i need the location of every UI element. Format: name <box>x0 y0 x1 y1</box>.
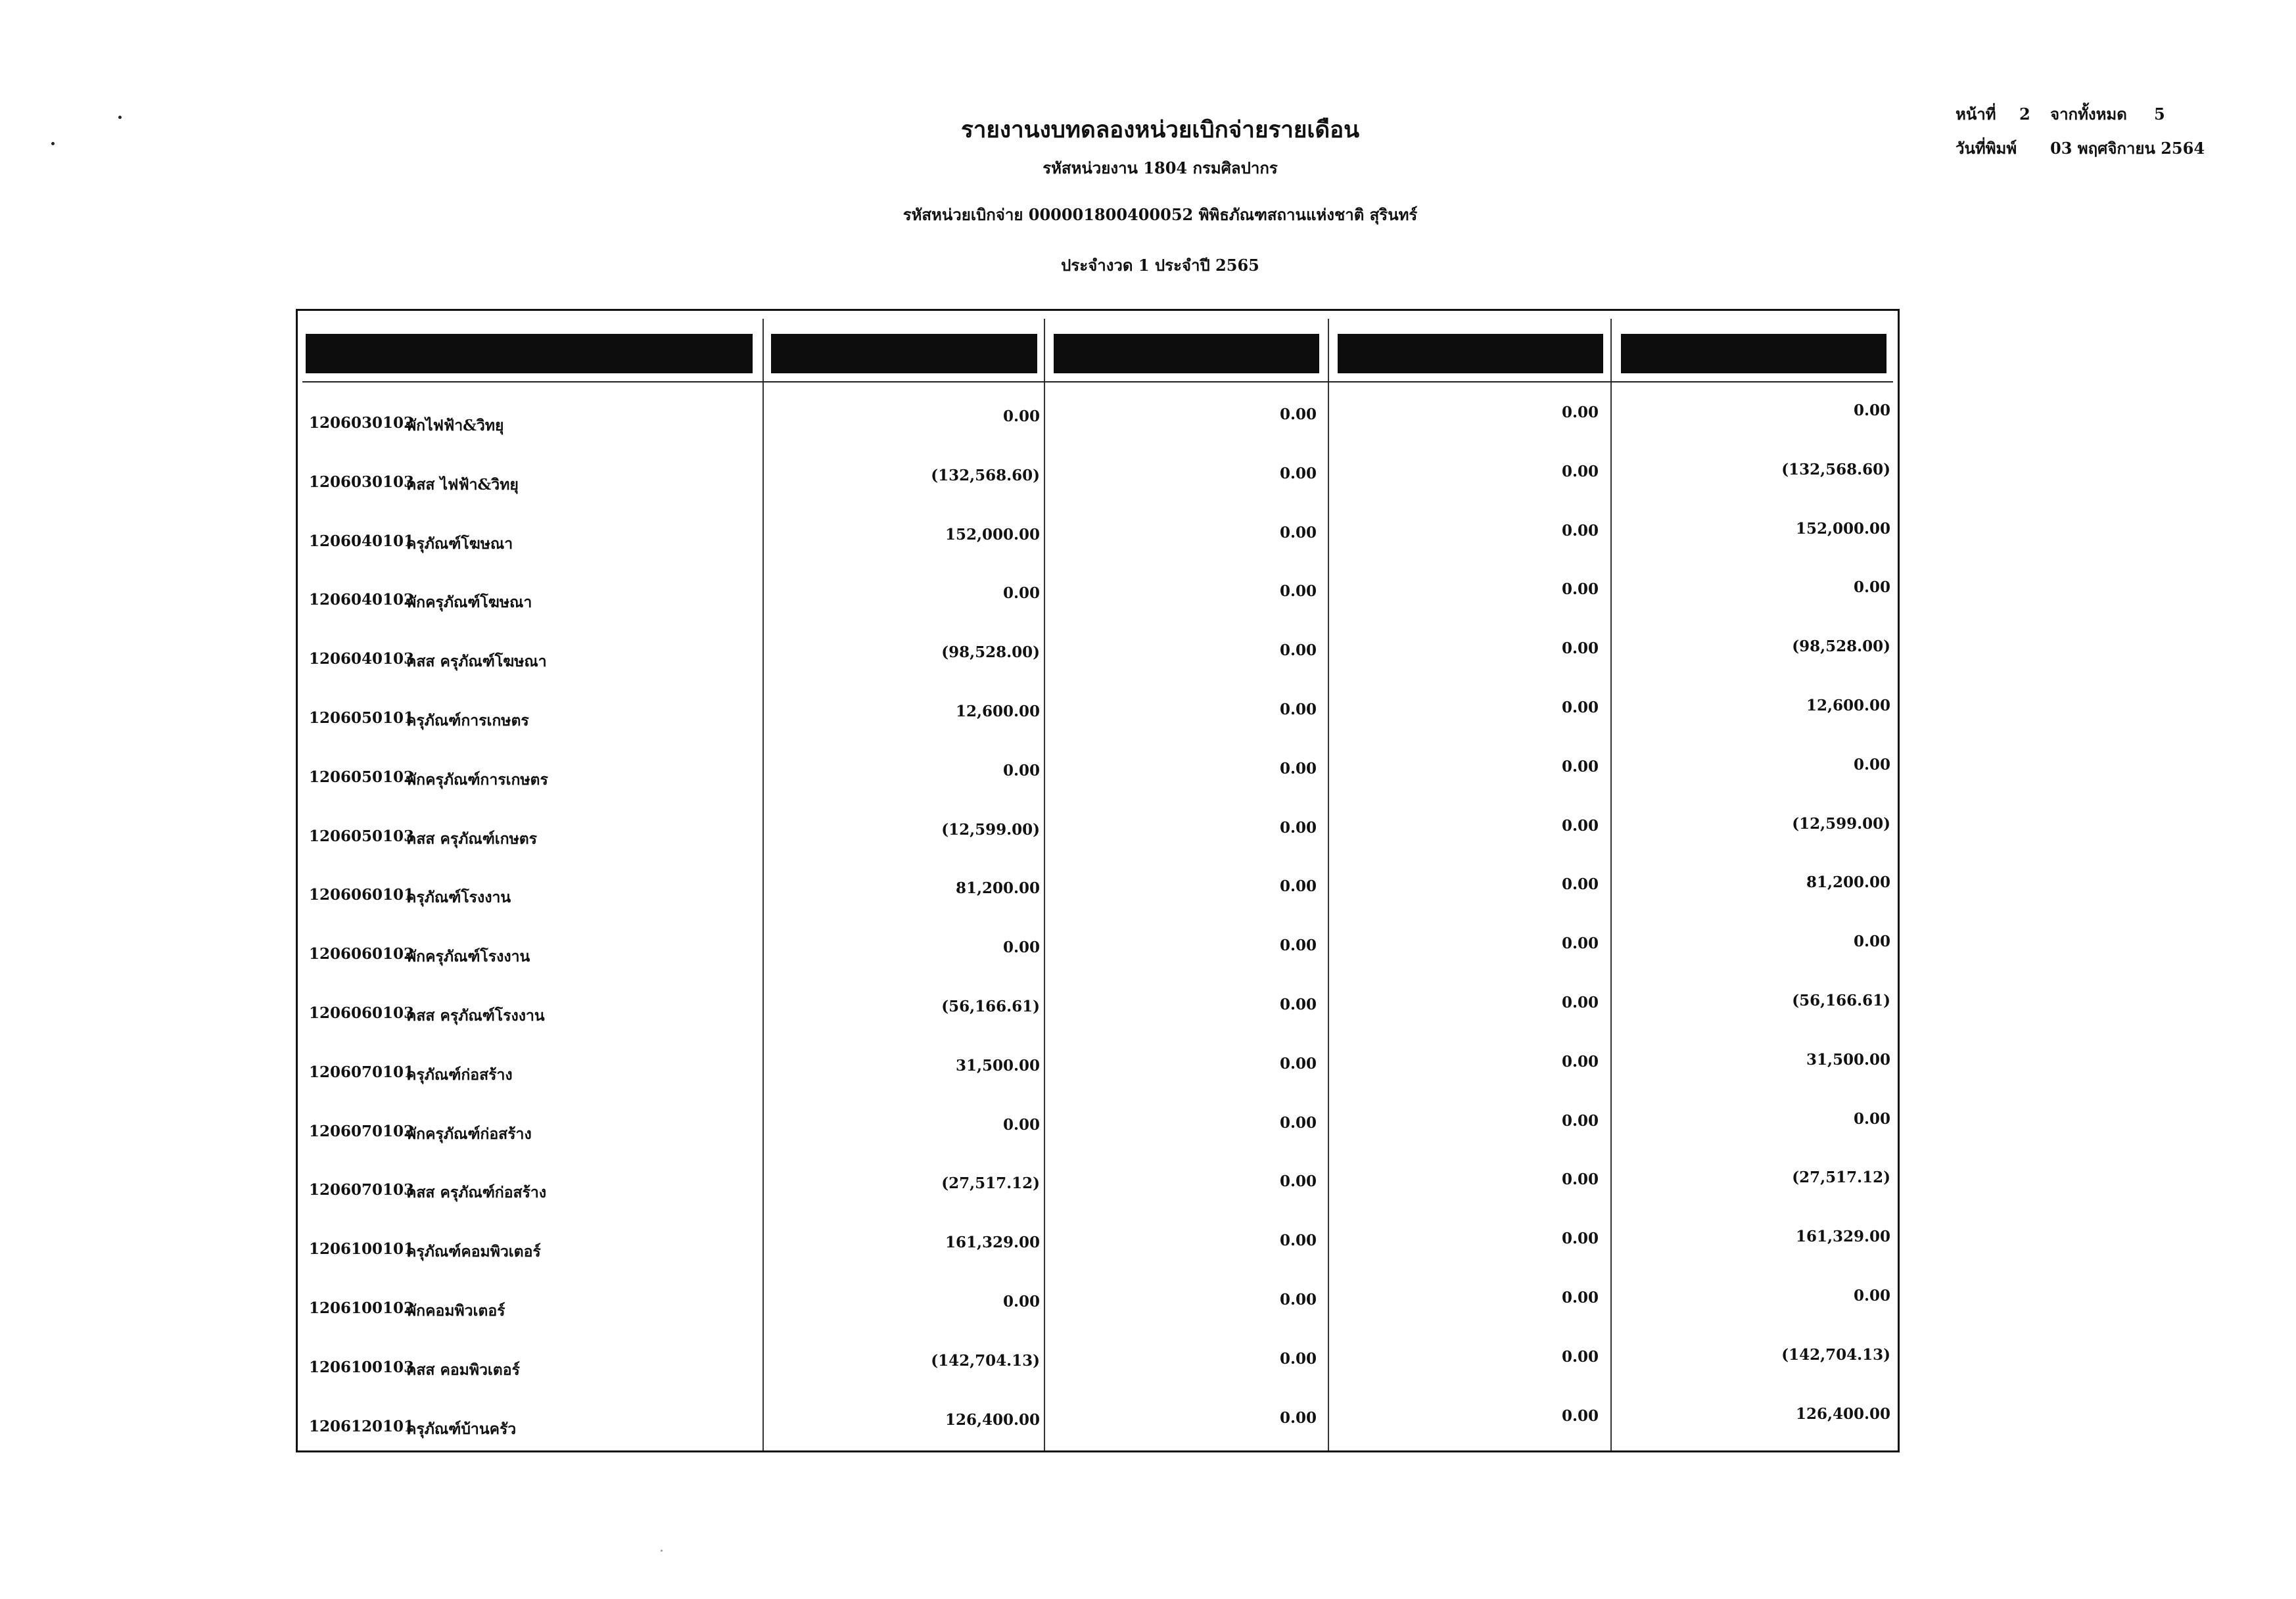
amount-cell: 0.00 <box>1561 699 1599 716</box>
amount-cell: 0.00 <box>1853 402 1890 419</box>
account-code: 1206050101 <box>309 709 415 727</box>
amount-cell: 0.00 <box>1002 1116 1040 1134</box>
amount-cell: 0.00 <box>1853 1110 1890 1128</box>
amount-cell: 0.00 <box>1561 580 1599 598</box>
agency-line: รหัสหน่วยงาน 1804 กรมศิลปากร <box>1043 158 1278 177</box>
amount-cell: 0.00 <box>1279 1172 1317 1190</box>
amount-cell: 0.00 <box>1561 758 1599 776</box>
amount-cell: 0.00 <box>1279 937 1317 954</box>
account-code: 1206100101 <box>309 1240 415 1258</box>
amount-cell: 0.00 <box>1279 1409 1317 1427</box>
amount-cell: 152,000.00 <box>1795 520 1890 538</box>
amount-cell: 0.00 <box>1279 996 1317 1013</box>
column-divider <box>762 319 764 1450</box>
amount-cell: 0.00 <box>1561 875 1599 893</box>
header-carried-forward <box>1621 334 1886 373</box>
amount-cell: 0.00 <box>1279 760 1317 777</box>
amount-cell: 0.00 <box>1279 524 1317 542</box>
amount-cell: (132,568.60) <box>1781 461 1890 478</box>
amount-cell: 161,329.00 <box>945 1234 1040 1251</box>
account-name: คสส ครุภัณฑ์โรงงาน <box>406 1007 545 1025</box>
amount-cell: 0.00 <box>1279 406 1317 423</box>
page-number: 2 <box>2019 104 2030 124</box>
amount-cell: 0.00 <box>1561 404 1599 421</box>
header-rule <box>302 381 1893 382</box>
amount-cell: 0.00 <box>1002 584 1040 602</box>
account-code: 1206050103 <box>309 827 415 845</box>
amount-cell: 31,500.00 <box>955 1057 1040 1075</box>
amount-cell: 0.00 <box>1561 639 1599 657</box>
amount-cell: 0.00 <box>1561 1289 1599 1307</box>
account-code: 1206030102 <box>309 414 415 432</box>
header-account <box>306 334 753 373</box>
print-date: 03 พฤศจิกายน 2564 <box>2050 139 2205 158</box>
amount-cell: (142,704.13) <box>931 1352 1040 1370</box>
report-title: รายงานงบทดลองหน่วยเบิกจ่ายรายเดือน <box>960 116 1360 143</box>
amount-cell: 0.00 <box>1853 756 1890 774</box>
account-code: 1206070101 <box>309 1063 415 1081</box>
amount-cell: (56,166.61) <box>1792 992 1890 1009</box>
account-code: 1206060101 <box>309 886 415 904</box>
amount-cell: 0.00 <box>1279 465 1317 482</box>
account-code: 1206040103 <box>309 650 415 668</box>
amount-cell: 0.00 <box>1279 1232 1317 1249</box>
account-name: ครุภัณฑ์ก่อสร้าง <box>406 1066 513 1084</box>
scan-speck <box>118 116 122 119</box>
amount-cell: 0.00 <box>1002 407 1040 425</box>
account-name: ครุภัณฑ์โรงงาน <box>406 889 511 906</box>
total-pages: 5 <box>2154 104 2165 124</box>
scan-speck <box>661 1550 663 1552</box>
account-code: 1206070102 <box>309 1123 415 1140</box>
account-code: 1206070103 <box>309 1181 415 1199</box>
column-divider <box>1044 319 1045 1450</box>
amount-cell: 0.00 <box>1279 877 1317 895</box>
amount-cell: 12,600.00 <box>1806 697 1890 714</box>
amount-cell: 0.00 <box>1279 641 1317 659</box>
amount-cell: 0.00 <box>1561 463 1599 480</box>
account-name: ครุภัณฑ์โฆษณา <box>406 535 513 553</box>
header-debit <box>1054 334 1319 373</box>
amount-cell: (142,704.13) <box>1781 1346 1890 1364</box>
account-name: ครุภัณฑ์การเกษตร <box>406 712 529 730</box>
page-number-row <box>1956 97 2232 131</box>
amount-cell: (56,166.61) <box>941 998 1040 1015</box>
page-meta <box>1956 97 2232 166</box>
amount-cell: (12,599.00) <box>941 821 1040 839</box>
column-divider <box>1328 319 1329 1450</box>
amount-cell: 0.00 <box>1561 817 1599 835</box>
amount-cell: (98,528.00) <box>1792 637 1890 655</box>
amount-cell: 0.00 <box>1279 582 1317 600</box>
account-name: พักครุภัณฑ์โฆษณา <box>406 593 532 611</box>
account-name: คสส ครุภัณฑ์โฆษณา <box>406 653 547 670</box>
amount-cell: 0.00 <box>1561 1407 1599 1425</box>
amount-cell: 0.00 <box>1853 933 1890 950</box>
amount-cell: 0.00 <box>1279 1055 1317 1073</box>
amount-cell: 126,400.00 <box>1795 1405 1890 1423</box>
amount-cell: 81,200.00 <box>955 879 1040 897</box>
amount-cell: (132,568.60) <box>931 467 1040 484</box>
amount-cell: 0.00 <box>1561 1170 1599 1188</box>
amount-cell: 31,500.00 <box>1806 1051 1890 1069</box>
date-label: วันที่พิมพ์ <box>1956 139 2017 158</box>
account-name: ครุภัณฑ์คอมพิวเตอร์ <box>406 1243 541 1261</box>
print-date-row <box>1956 131 2232 166</box>
total-label: จากทั้งหมด <box>2050 104 2127 124</box>
amount-cell: 0.00 <box>1002 762 1040 779</box>
account-name: พักครุภัณฑ์การเกษตร <box>406 771 548 789</box>
amount-cell: (27,517.12) <box>1792 1169 1890 1186</box>
amount-cell: 0.00 <box>1561 935 1599 952</box>
scan-speck <box>51 142 55 145</box>
amount-cell: 0.00 <box>1561 1053 1599 1071</box>
amount-cell: (12,599.00) <box>1792 815 1890 833</box>
period-line: ประจำงวด 1 ประจำปี 2565 <box>1061 256 1259 275</box>
account-name: พักคอมพิวเตอร์ <box>406 1302 505 1320</box>
account-name: คสส ครุภัณฑ์ก่อสร้าง <box>406 1184 547 1201</box>
amount-cell: 0.00 <box>1561 1112 1599 1130</box>
amount-cell: 0.00 <box>1002 939 1040 956</box>
account-code: 1206040101 <box>309 532 415 550</box>
amount-cell: 0.00 <box>1561 1348 1599 1366</box>
amount-cell: 0.00 <box>1561 994 1599 1011</box>
amount-cell: 161,329.00 <box>1795 1228 1890 1245</box>
column-divider <box>1610 319 1612 1450</box>
account-code: 1206100102 <box>309 1299 415 1317</box>
amount-cell: 0.00 <box>1279 1114 1317 1132</box>
account-name: ครุภัณฑ์บ้านครัว <box>406 1420 517 1438</box>
amount-cell: 126,400.00 <box>945 1411 1040 1429</box>
account-code: 1206030103 <box>309 473 415 491</box>
amount-cell: 0.00 <box>1853 578 1890 596</box>
account-code: 1206120101 <box>309 1418 415 1435</box>
account-code: 1206060103 <box>309 1004 415 1022</box>
header-brought-forward <box>771 334 1037 373</box>
account-name: คสส ไฟฟ้า&วิทยุ <box>406 476 519 494</box>
header-credit <box>1338 334 1603 373</box>
amount-cell: 0.00 <box>1853 1287 1890 1305</box>
amount-cell: 0.00 <box>1279 1350 1317 1368</box>
amount-cell: 152,000.00 <box>945 526 1040 544</box>
amount-cell: 0.00 <box>1002 1293 1040 1310</box>
account-name: พักครุภัณฑ์ก่อสร้าง <box>406 1125 532 1143</box>
disbursement-unit-line: รหัสหน่วยเบิกจ่าย 000001800400052 พิพิธภัณฑสถานแห่งชาติ สุรินทร์ <box>902 205 1418 224</box>
account-name: พักครุภัณฑ์โรงงาน <box>406 948 530 965</box>
account-code: 1206050102 <box>309 768 415 786</box>
account-code: 1206040102 <box>309 591 415 609</box>
amount-cell: 0.00 <box>1561 522 1599 540</box>
amount-cell: 0.00 <box>1279 819 1317 837</box>
amount-cell: 0.00 <box>1279 701 1317 718</box>
amount-cell: (98,528.00) <box>941 643 1040 661</box>
amount-cell: 81,200.00 <box>1806 873 1890 891</box>
amount-cell: (27,517.12) <box>941 1174 1040 1192</box>
account-code: 1206060102 <box>309 945 415 963</box>
account-name: คสส ครุภัณฑ์เกษตร <box>406 830 538 848</box>
page-label: หน้าที่ <box>1956 104 1996 124</box>
amount-cell: 0.00 <box>1561 1230 1599 1247</box>
account-code: 1206100103 <box>309 1358 415 1376</box>
amount-cell: 0.00 <box>1279 1291 1317 1309</box>
amount-cell: 12,600.00 <box>955 703 1040 720</box>
account-name: คสส คอมพิวเตอร์ <box>406 1361 520 1379</box>
account-name: พักไฟฟ้า&วิทยุ <box>406 417 504 434</box>
